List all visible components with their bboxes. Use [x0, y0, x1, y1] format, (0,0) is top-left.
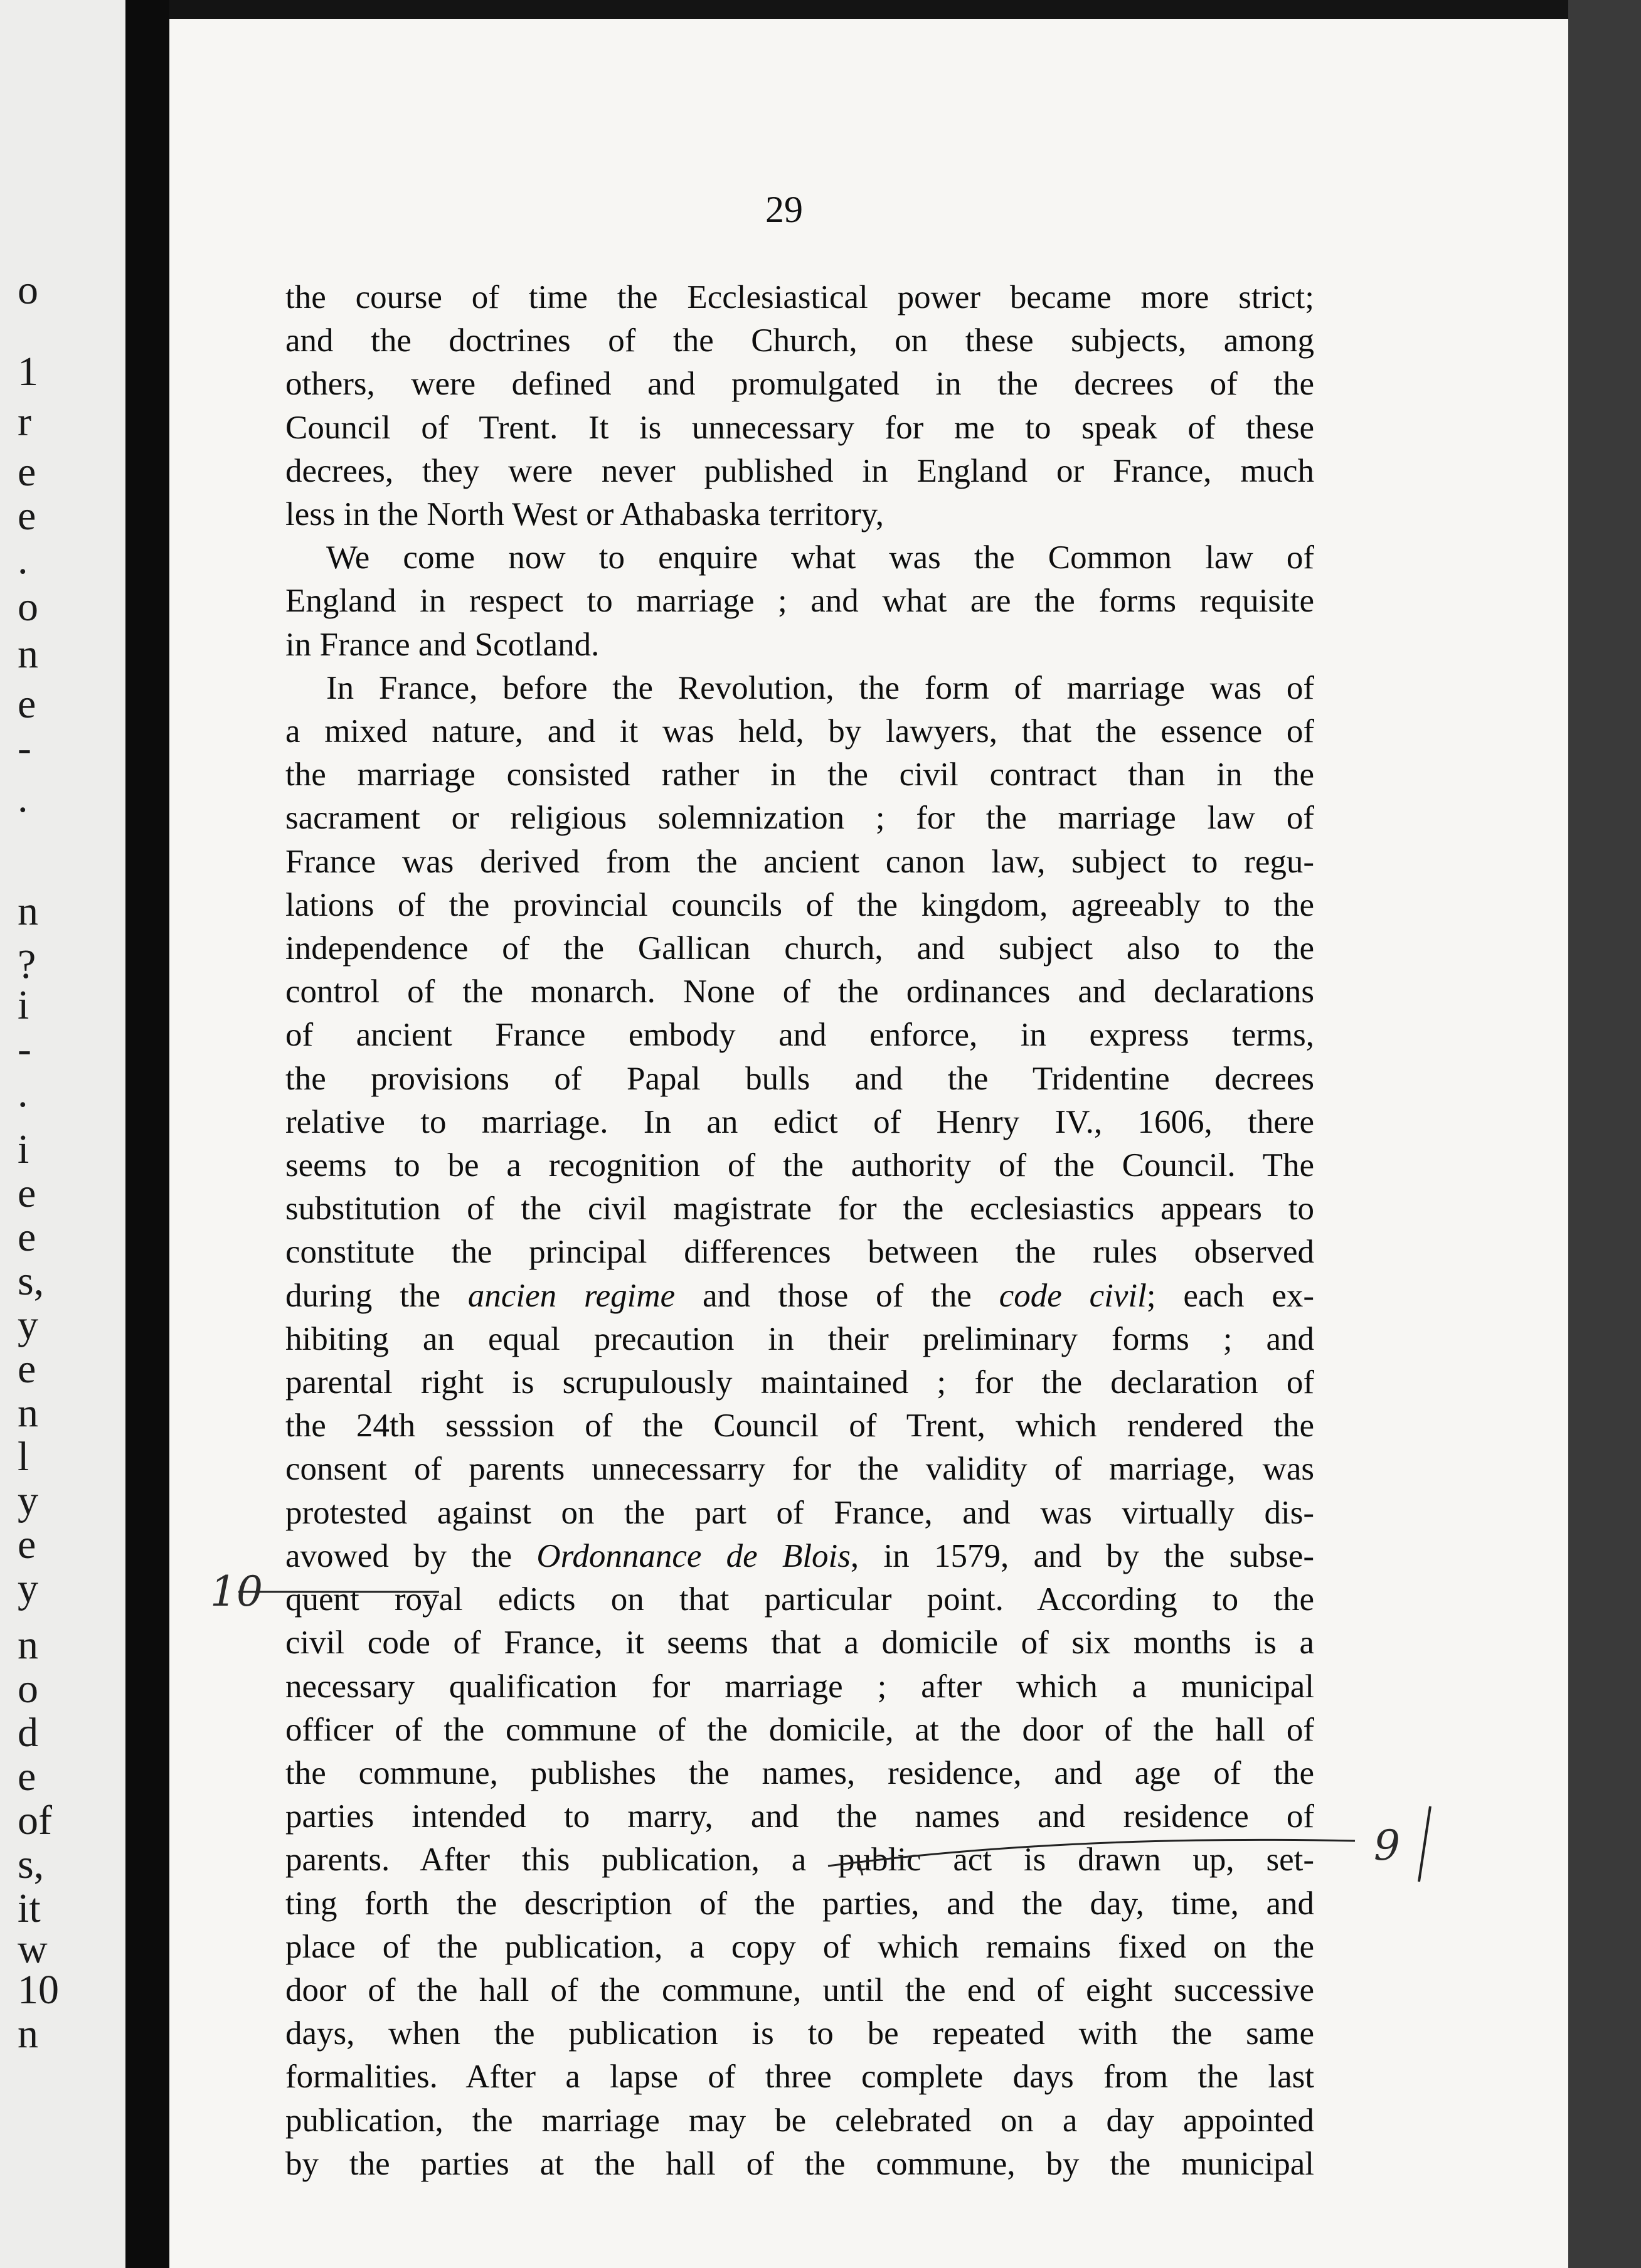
- facing-page-char: e: [18, 1214, 36, 1260]
- pencil-underline: [828, 1840, 1355, 1866]
- facing-page-char: it: [18, 1885, 41, 1931]
- text-line: days, when the publication is to be repeated with the same: [285, 2015, 1314, 2052]
- text-segment: , in 1579, and by the subse-: [850, 1537, 1314, 1574]
- text-line: France was derived from the ancient canon law, subject to regu-: [285, 843, 1314, 880]
- facing-page-char: s,: [18, 1258, 45, 1304]
- text-line: of ancient France embody and enforce, in express terms,: [285, 1017, 1314, 1054]
- facing-page-char: e: [18, 1522, 36, 1567]
- facing-page-char: y: [18, 1566, 38, 1611]
- text-line: place of the publication, a copy of which remains fixed on the: [285, 1928, 1314, 1965]
- text-line: quent royal edicts on that particular point. According to the: [285, 1581, 1314, 1618]
- text-line: substitution of the civil magistrate for the ecclesiastics appears to: [285, 1190, 1314, 1227]
- text-segment: and those of the: [675, 1277, 999, 1314]
- facing-page-char: y: [18, 1478, 38, 1523]
- italic-phrase: code civil: [999, 1277, 1147, 1314]
- facing-page-char: .: [18, 1070, 28, 1116]
- facing-page-char: e: [18, 493, 36, 539]
- text-line: others, were defined and promulgated in the decrees of the: [285, 366, 1314, 403]
- text-line: consent of parents unnecessarry for the validity of marriage, was: [285, 1451, 1314, 1488]
- text-line: parents. After this publication, a public act is drawn up, set-: [285, 1841, 1314, 1879]
- italic-phrase: Ordonnance de Blois: [536, 1537, 851, 1574]
- facing-page-char: n: [18, 2011, 38, 2057]
- facing-page-char: w: [18, 1926, 48, 1972]
- facing-page-char: .: [18, 537, 28, 583]
- facing-page-char: .: [18, 775, 28, 821]
- facing-page-char: -: [18, 1026, 31, 1072]
- text-line: In France, before the Revolution, the form of marriage was of: [326, 669, 1314, 706]
- facing-page-char: -: [18, 725, 31, 771]
- facing-page-char: e: [18, 449, 36, 495]
- facing-page-char: l: [18, 1434, 29, 1480]
- facing-page-char: ?: [18, 941, 36, 987]
- text-line: and the doctrines of the Church, on these subjects, among: [285, 322, 1314, 359]
- text-line: England in respect to marriage ; and what are the forms requisite: [285, 583, 1314, 620]
- text-line: civil code of France, it seems that a domicile of six months is a: [285, 1624, 1314, 1661]
- text-line: the commune, publishes the names, residence, and age of the: [285, 1754, 1314, 1791]
- page-number: 29: [765, 189, 803, 230]
- facing-page-char: 10: [18, 1967, 59, 2013]
- text-line: the course of time the Ecclesiastical power became more strict;: [285, 279, 1314, 315]
- facing-page-char: e: [18, 1754, 36, 1799]
- text-line: the provisions of Papal bulls and the Tridentine decrees: [285, 1060, 1314, 1097]
- text-line: Council of Trent. It is unnecessary for me to speak of these: [285, 409, 1314, 446]
- facing-page-char: of: [18, 1798, 52, 1843]
- text-line: decrees, they were never published in England or France, much: [285, 452, 1314, 489]
- text-line: independence of the Gallican church, and subject also to the: [285, 930, 1314, 967]
- facing-page-char: e: [18, 681, 36, 727]
- text-line: hibiting an equal precaution in their preliminary forms ; and: [285, 1320, 1314, 1357]
- facing-page-char: e: [18, 1346, 36, 1392]
- text-line: publication, the marriage may be celebrated on a day appointed: [285, 2102, 1314, 2139]
- facing-page-char: n: [18, 1622, 38, 1668]
- text-line: parties intended to marry, and the names and residence of: [285, 1798, 1314, 1835]
- text-segment: avowed by the: [285, 1537, 537, 1574]
- italic-phrase: ancien regime: [467, 1277, 676, 1314]
- facing-page-char: y: [18, 1302, 38, 1348]
- text-line: the 24th sesssion of the Council of Trent, which rendered the: [285, 1407, 1314, 1444]
- facing-page-char: e: [18, 1170, 36, 1216]
- pencil-tick: [859, 1864, 863, 1875]
- facing-page-char: n: [18, 888, 38, 934]
- facing-page-char: n: [18, 631, 38, 677]
- text-line: necessary qualification for marriage ; after which a municipal: [285, 1668, 1314, 1705]
- text-segment: during the: [285, 1277, 468, 1314]
- facing-page-char: o: [18, 584, 38, 630]
- facing-page-char: d: [18, 1710, 38, 1756]
- facing-page-char: i: [18, 982, 29, 1028]
- text-line: We come now to enquire what was the Common law of: [326, 539, 1314, 576]
- facing-page-char: o: [18, 1666, 38, 1712]
- facing-page-char: n: [18, 1390, 38, 1436]
- text-line: door of the hall of the commune, until the end of eight successive: [285, 1971, 1314, 2008]
- pencil-stroke-right: [1419, 1806, 1430, 1882]
- text-line: by the parties at the hall of the commune, by the municipal: [285, 2145, 1314, 2182]
- margin-mark-right: 9: [1374, 1821, 1400, 1870]
- text-line: parental right is scrupulously maintained ; for the declaration of: [285, 1364, 1314, 1401]
- facing-page-char: s,: [18, 1841, 45, 1887]
- text-line: control of the monarch. None of the ordinances and declarations: [285, 973, 1314, 1010]
- facing-page-char: i: [18, 1126, 29, 1172]
- facing-page-char: 1: [18, 349, 38, 395]
- text-line: protested against on the part of France, and was virtually dis-: [285, 1494, 1314, 1531]
- text-line: in France and Scotland.: [285, 626, 600, 663]
- text-line: less in the North West or Athabaska territory,: [285, 496, 884, 533]
- text-line: seems to be a recognition of the authority of the Council. The: [285, 1147, 1314, 1184]
- text-segment: ; each ex-: [1146, 1277, 1314, 1314]
- text-line: formalities. After a lapse of three complete days from the last: [285, 2059, 1314, 2096]
- text-line: relative to marriage. In an edict of Henry IV., 1606, there: [285, 1103, 1314, 1140]
- text-line: constitute the principal differences between the rules observed: [285, 1234, 1314, 1271]
- text-line: lations of the provincial councils of the kingdom, agreeably to the: [285, 886, 1314, 923]
- text-line: sacrament or religious solemnization ; for the marriage law of: [285, 800, 1314, 837]
- text-line: ting forth the description of the parties, and the day, time, and: [285, 1885, 1314, 1922]
- text-line: a mixed nature, and it was held, by lawyers, that the essence of: [285, 713, 1314, 750]
- facing-page-char: r: [18, 399, 31, 445]
- margin-mark-left: 10: [210, 1567, 263, 1616]
- text-line: the marriage consisted rather in the civil contract than in the: [285, 756, 1314, 793]
- facing-page-char: o: [18, 267, 38, 313]
- text-line: officer of the commune of the domicile, at the door of the hall of: [285, 1711, 1314, 1748]
